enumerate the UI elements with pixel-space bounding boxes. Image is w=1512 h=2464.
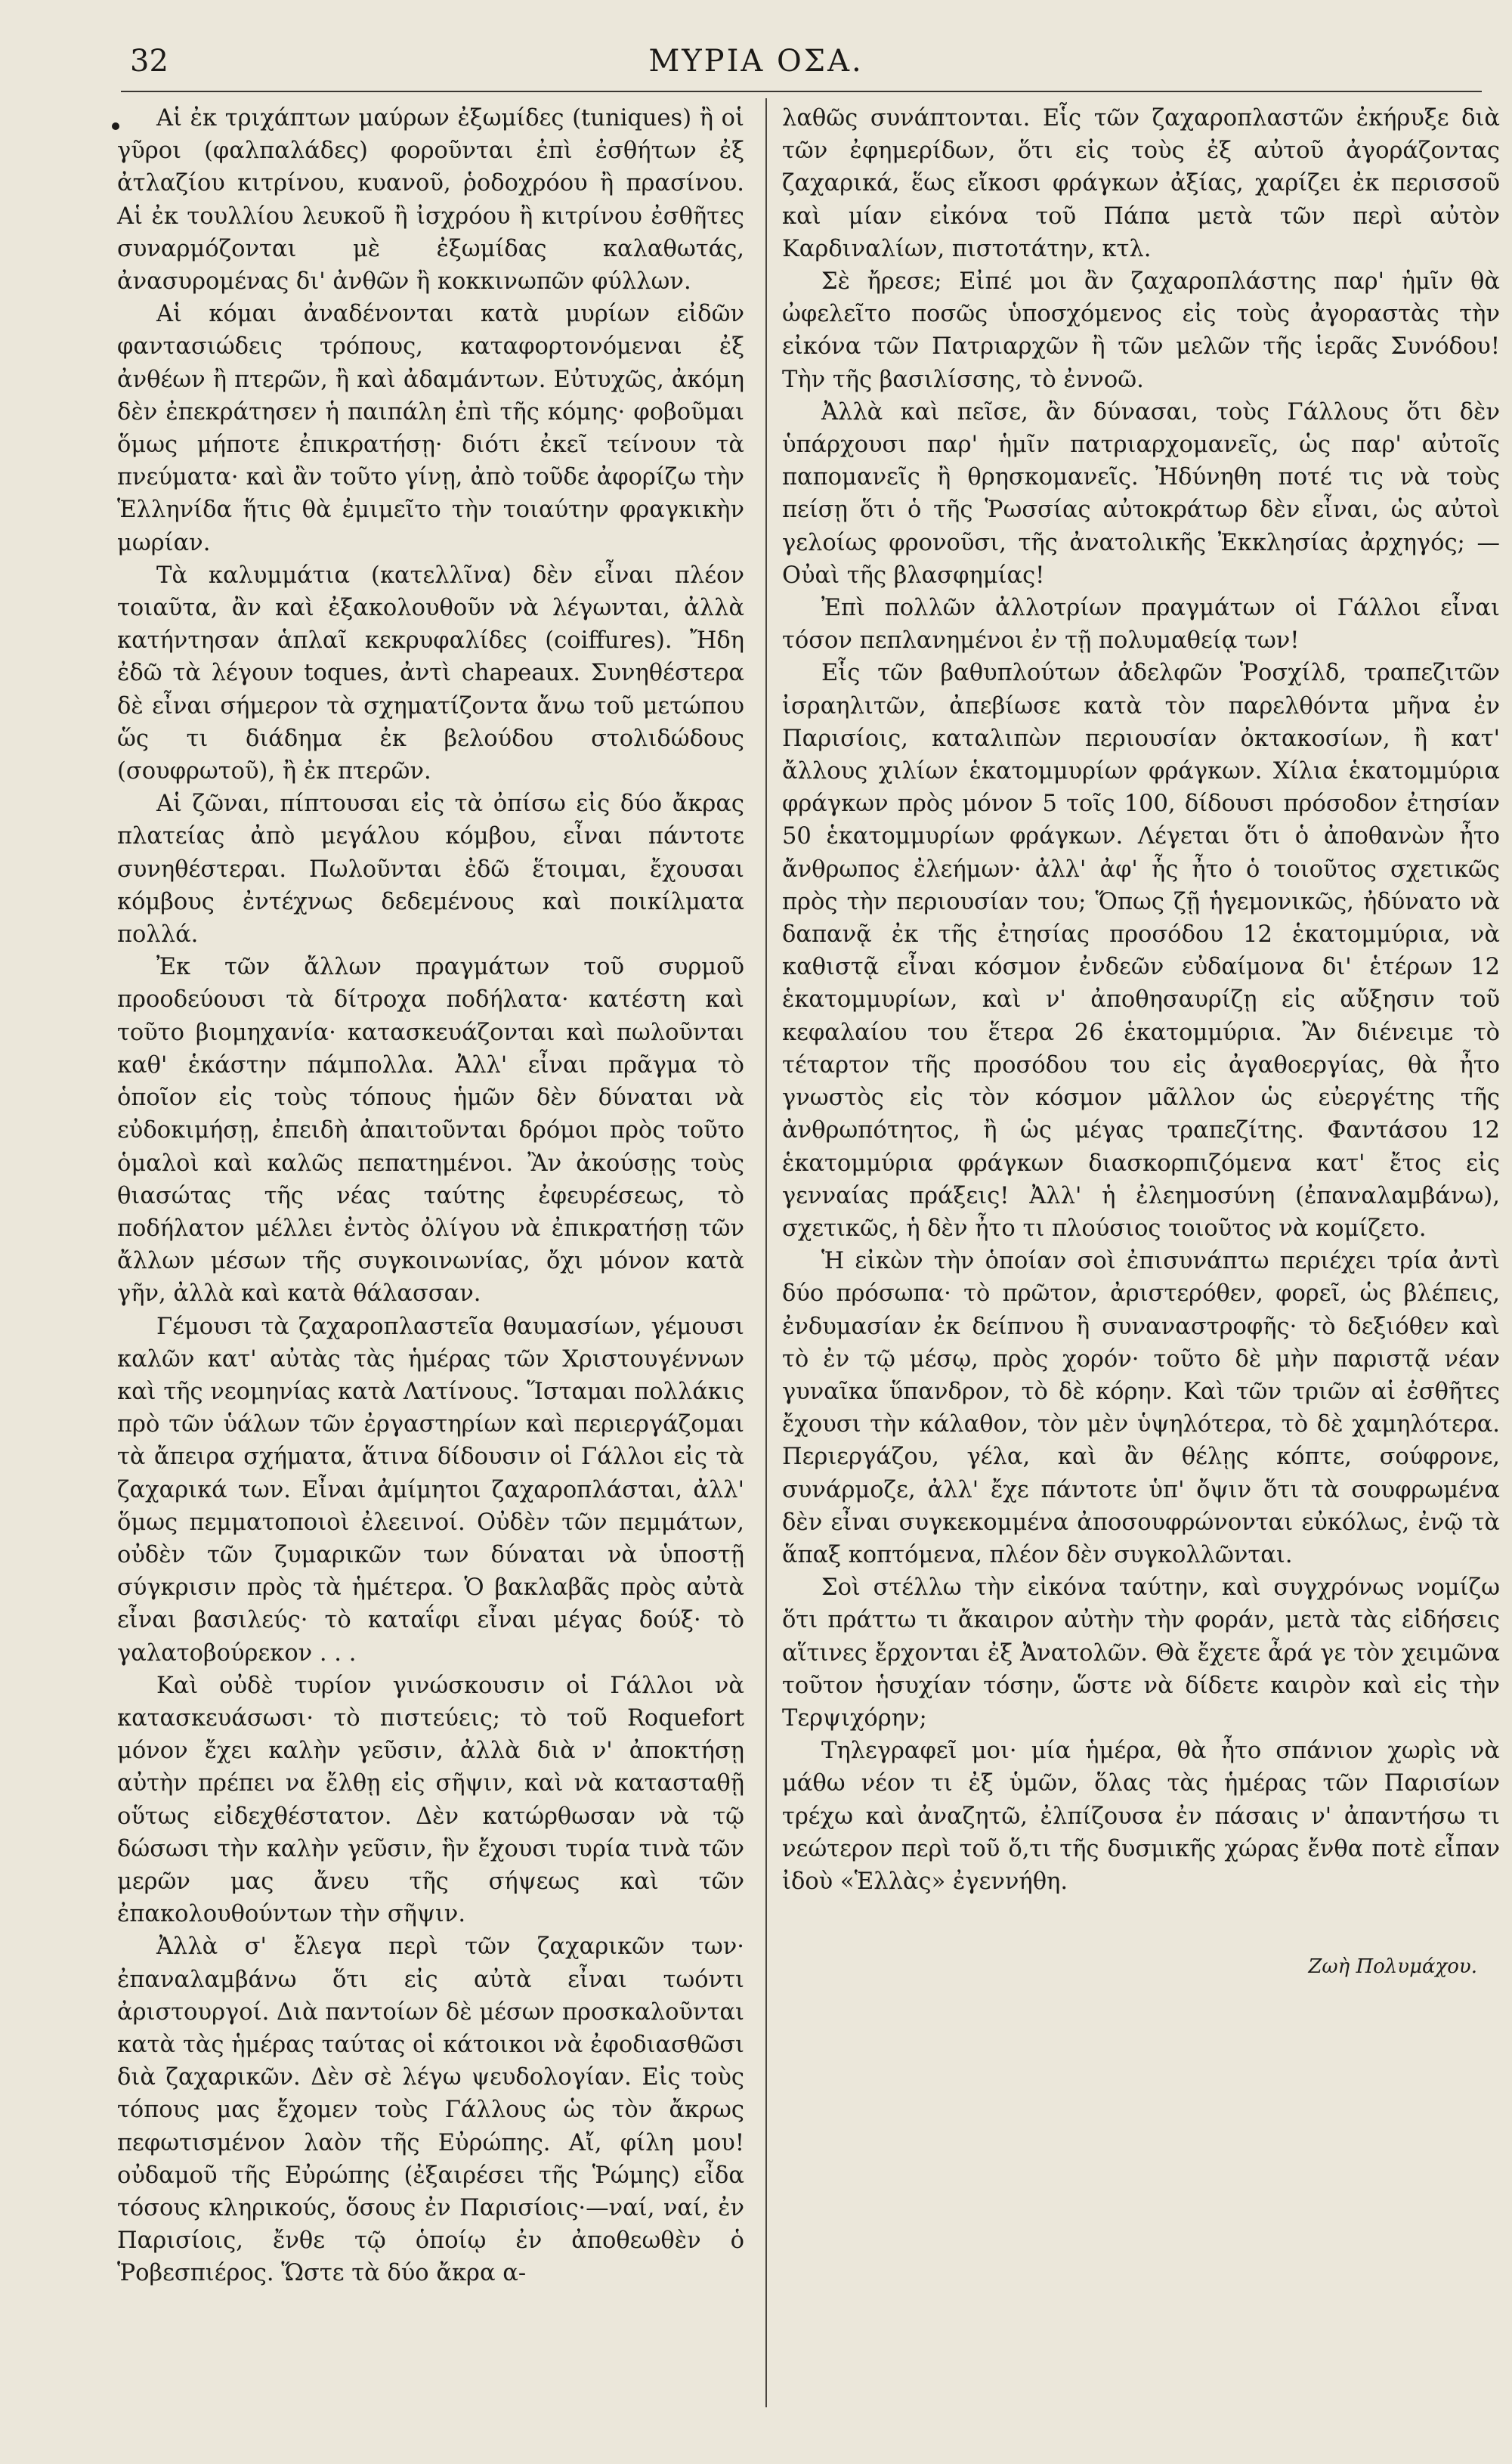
- paragraph: Καὶ οὐδὲ τυρίον γινώσκουσιν οἱ Γάλλοι νὰ κατασκευάσωσι· τὸ πιστεύεις; τὸ τοῦ Roquefort μόνον ἔχει καλὴν γεῦσιν, ἀλλὰ διὰ ν' ἀποκτήσῃ αὐτὴν πρέπει να ἔλθῃ εἰς σῆψιν, καὶ νὰ κατασταθῇ οὕτως εἰδεχθέστατον. Δὲν κατώρθωσαν νὰ τῷ δώσωσι τὴν καλὴν γεῦσιν, ἣν ἔχουσι τυρία τινὰ τῶν μερῶν μας ἄνευ τῆς σήψεως καὶ τῶν ἐπακολουθούντων τὴν σῆψιν.: [117, 1672, 744, 1928]
- left-column: [117, 102, 744, 2290]
- paragraph: Σὲ ἤρεσε; Εἰπέ μοι ἂν ζαχαροπλάστης παρ' ἡμῖν θὰ ὠφελεῖτο ποσῶς ὑποσχόμενος εἰς τοὺς ἀγοραστὰς τὴν εἰκόνα τῶν Πατριαρχῶν ἢ τῶν μελῶν τῆς ἱερᾶς Συνόδου! Τὴν τῆς βασιλίσσης, τὸ ἐννοῶ.: [782, 268, 1500, 393]
- paragraph: Ἡ εἰκὼν τὴν ὁποίαν σοὶ ἐπισυνάπτω περιέχει τρία ἀντὶ δύο πρόσωπα· τὸ πρῶτον, ἀριστερόθεν, φορεῖ, ὡς βλέπεις, ἐνδυμασίαν ἐκ δείπνου ἢ συναναστροφῆς· τὸ δεξιόθεν καὶ τὸ ἐν τῷ μέσῳ, πρὸς χορόν· τοῦτο δὲ μὴν παριστᾷ νέαν γυναῖκα ὕπανδρον, τὸ δὲ κόρην. Καὶ τῶν τριῶν αἱ ἐσθῆτες ἔχουσι τὴν κάλαθον, τὸν μὲν ὑψηλότερα, τὸ δὲ χαμηλότερα. Περιεργάζου, γέλα, καὶ ἂν θέλῃς κόπτε, σούφρονε, συνάρμοζε, ἀλλ' ἔχε πάντοτε ὑπ' ὄψιν ὅτι τὰ σουφρωμένα δὲν εἶναι συγκεκομμένα ἀποσουφρώνονται εὐκόλως, ἐνῷ τὰ ἅπαξ κοπτόμενα, πλέον δὲν συγκολλῶνται.: [782, 1248, 1500, 1568]
- paragraph: Τὰ καλυμμάτια (κατελλῖνα) δὲν εἶναι πλέον τοιαῦτα, ἂν καὶ ἐξακολουθοῦν νὰ λέγωνται, ἀλλὰ κατήντησαν ἁπλαῖ κεκρυφαλίδες (coiffures). Ἤδη ἐδῶ τὰ λέγουν toques, ἀντὶ chapeaux. Συνηθέστερα δὲ εἶναι σήμερον τὰ σχηματίζοντα ἄνω τοῦ μετώπου ὥς τι διάδημα ἐκ βελούδου στολιδώδους (σουφρωτοῦ), ἢ ἐκ πτερῶν.: [117, 562, 744, 785]
- paragraph: Σοὶ στέλλω τὴν εἰκόνα ταύτην, καὶ συγχρόνως νομίζω ὅτι πράττω τι ἄκαιρον αὐτὴν τὴν φοράν, μετὰ τὰς εἰδήσεις αἵτινες ἔρχονται ἐξ Ἀνατολῶν. Θὰ ἔχετε ἆρά γε τὸν χειμῶνα τοῦτον ἡσυχίαν τόσην, ὥστε νὰ δίδετε καιρὸν καὶ εἰς τὴν Τερψιχόρην;: [782, 1574, 1500, 1732]
- paragraph: Ἐκ τῶν ἄλλων πραγμάτων τοῦ συρμοῦ προοδεύουσι τὰ δίτροχα ποδήλατα· κατέστη καὶ τοῦτο βιομηχανία· κατασκευάζονται καὶ πωλοῦνται καθ' ἑκάστην πάμπολλα. Ἀλλ' εἶναι πρᾶγμα τὸ ὁποῖον εἰς τοὺς τόπους ἡμῶν δὲν δύναται νὰ εὐδοκιμήσῃ, ἐπειδὴ ἀπαιτοῦνται δρόμοι πρὸς τοῦτο ὁμαλοὶ καὶ καλῶς πεπατημένοι. Ἂν ἀκούσῃς τοὺς θιασώτας τῆς νέας ταύτης ἐφευρέσεως, τὸ ποδήλατον μέλλει ἐντὸς ὀλίγου νὰ ἐπικρατήσῃ τῶν ἄλλων μέσων τῆς συγκοινωνίας, ὄχι μόνον κατὰ γῆν, ἀλλὰ καὶ κατὰ θάλασσαν.: [117, 954, 744, 1308]
- right-column: [782, 102, 1500, 1983]
- paragraph: Αἱ ἐκ τριχάπτων μαύρων ἐξωμίδες (tuniques) ἢ οἱ γῦροι (φαλπαλάδες) φοροῦνται ἐπὶ ἐσθήτων ἐξ ἀτλαζίου κιτρίνου, κυανοῦ, ῥοδοχρόου ἢ πρασίνου. Αἱ ἐκ τουλλίου λευκοῦ ἢ ἰσχρόου ἢ κιτρίνου ἐσθῆτες συναρμόζονται μὲ ἐξωμίδας καλαθωτάς, ἀνασυρομένας δι' ἀνθῶν ἢ κοκκινωπῶν φύλλων.: [117, 105, 744, 296]
- paragraph: Ἀλλὰ καὶ πεῖσε, ἂν δύνασαι, τοὺς Γάλλους ὅτι δὲν ὑπάρχουσι παρ' ἡμῖν πατριαρχομανεῖς, ὡς παρ' αὐτοῖς παπομανεῖς ἢ θρησκομανεῖς. Ἠδύνηθη ποτέ τις νὰ τοὺς πείσῃ ὅτι ὁ τῆς Ῥωσσίας αὐτοκράτωρ δὲν εἶναι, ὡς αὐτοὶ γελοίως φρονοῦσι, τῆς ἀνατολικῆς Ἐκκλησίας ἀρχηγός; — Οὐαὶ τῆς βλασφημίας!: [782, 398, 1500, 589]
- header-rule: [121, 91, 1482, 92]
- author-signature: Ζωὴ Πολυμάχου.: [1308, 1955, 1477, 1979]
- paragraph: Τηλεγραφεῖ μοι· μία ἡμέρα, θὰ ἦτο σπάνιον χωρὶς νὰ μάθω νέον τι ἐξ ὑμῶν, ὅλας τὰς ἡμέρας τῶν Παρισίων τρέχω καὶ ἀναζητῶ, ἐλπίζουσα ἐν πάσαις ν' ἀπαντήσω τι νεώτερον περὶ τοῦ ὅ,τι τῆς δυσμικῆς χώρας ἔνθα ποτὲ εἶπαν ἰδοὺ «Ἑλλὰς» ἐγεννήθη.: [782, 1738, 1500, 1895]
- paragraph: λαθῶς συνάπτονται. Εἷς τῶν ζαχαροπλαστῶν ἐκήρυξε διὰ τῶν ἐφημερίδων, ὅτι εἰς τοὺς ἐξ αὐτοῦ ἀγοράζοντας ζαχαρικά, ἕως εἴκοσι φράγκων ἀξίας, χαρίζει ἐκ περισσοῦ καὶ μίαν εἰκόνα τοῦ Πάπα μετὰ τῶν περὶ αὐτὸν Καρδιναλίων, πιστοτάτην, κτλ.: [782, 105, 1500, 262]
- page-header: [0, 39, 1512, 92]
- paragraph: Εἷς τῶν βαθυπλούτων ἀδελφῶν Ῥοσχίλδ, τραπεζιτῶν ἰσραηλιτῶν, ἀπεβίωσε κατὰ τὸν παρελθόντα μῆνα ἐν Παρισίοις, καταλιπὼν περιουσίαν ὀκτακοσίων, ἢ κατ' ἄλλους χιλίων ἑκατομμυρίων φράγκων. Χίλια ἑκατομμύρια φράγκων πρὸς μόνον 5 τοῖς 100, δίδουσι πρόσοδον ἐτησίαν 50 ἑκατομμυρίων φράγκων. Λέγεται ὅτι ὁ ἀποθανὼν ἦτο ἄνθρωπος ἐλεήμων· ἀλλ' ἀφ' ἧς ἦτο ὁ τοιοῦτος σχετικῶς πρὸς τὴν περιουσίαν του; Ὅπως ζῇ ἡγεμονικῶς, ἠδύνατο νὰ δαπανᾷ ἐκ τῆς ἐτησίας προσόδου 12 ἑκατομμύρια, νὰ καθιστᾷ εἶναι κόσμον ἐνδεῶν εὐδαίμονα δι' ἑτέρων 12 ἑκατομμυρίων, καὶ ν' ἀποθησαυρίζῃ εἰς αὔξησιν τοῦ κεφαλαίου του ἕτερα 26 ἑκατομμύρια. Ἂν διένειμε τὸ τέταρτον τῆς προσόδου του εἰς ἀγαθοεργίας, θὰ ἦτο γνωστὸς εἰς τὸν κόσμον μᾶλλον ὡς εὐεργέτης τῆς ἀνθρωπότητος, ἢ ὡς μέγας τραπεζίτης. Φαντάσου 12 ἑκατομμύρια φράγκων διασκορπιζόμενα κατ' ἔτος εἰς γενναίας πράξεις! Ἀλλ' ἡ ἐλεημοσύνη (ἐπαναλαμβάνω), σχετικῶς, ἡ δὲν ἦτο τι πλούσιος τοιοῦτος νὰ κομίζετο.: [782, 660, 1500, 1242]
- column-divider: [765, 98, 767, 2407]
- paragraph: Αἱ ζῶναι, πίπτουσαι εἰς τὰ ὀπίσω εἰς δύο ἄκρας πλατείας ἀπὸ μεγάλου κόμβου, εἶναι πάντοτε συνηθέστεραι. Πωλοῦνται ἐδῶ ἕτοιμαι, ἔχουσαι κόμβους ἐντέχνως δεδεμένους καὶ ποικίλματα πολλά.: [117, 791, 744, 949]
- paragraph: Ἐπὶ πολλῶν ἀλλοτρίων πραγμάτων οἱ Γάλλοι εἶναι τόσον πεπλανημένοι ἐν τῇ πολυμαθείᾳ των!: [782, 595, 1500, 655]
- paragraph: Γέμουσι τὰ ζαχαροπλαστεῖα θαυμασίων, γέμουσι καλῶν κατ' αὐτὰς τὰς ἡμέρας τῶν Χριστουγέννων καὶ τῆς νεομηνίας κατὰ Λατίνους. Ἵσταμαι πολλάκις πρὸ τῶν ὑάλων τῶν ἐργαστηρίων καὶ περιεργάζομαι τὰ ἄπειρα σχήματα, ἅτινα δίδουσιν οἱ Γάλλοι εἰς τὰ ζαχαρικά των. Εἶναι ἀμίμητοι ζαχαροπλάσται, ἀλλ' ὅμως πεμματοποιοὶ ἐλεεινοί. Οὐδὲν τῶν πεμμάτων, οὐδὲν τῶν ζυμαρικῶν των δύναται νὰ ὑποστῇ σύγκρισιν πρὸς τὰ ἡμέτερα. Ὁ βακλαβᾶς πρὸς αὐτὰ εἶναι βασιλεύς· τὸ καταΐφι εἶναι μέγας δούξ· τὸ γαλατοβούρεκον . . .: [117, 1313, 744, 1667]
- running-title: ΜΥΡΙΑ ΟΣΑ.: [648, 44, 864, 79]
- page-number: 32: [130, 44, 169, 79]
- paragraph: Ἀλλὰ σ' ἔλεγα περὶ τῶν ζαχαρικῶν των· ἐπαναλαμβάνω ὅτι εἰς αὐτὰ εἶναι τωόντι ἀριστουργοί. Διὰ παντοίων δὲ μέσων προσκαλοῦνται κατὰ τὰς ἡμέρας ταύτας οἱ κάτοικοι νὰ ἐφοδιασθῶσι διὰ ζαχαρικῶν. Δὲν σὲ λέγω ψευδολογίαν. Εἰς τοὺς τόπους μας ἔχομεν τοὺς Γάλλους ὡς τὸν ἄκρως πεφωτισμένον λαὸν τῆς Εὐρώπης. Αἴ, φίλη μου! οὐδαμοῦ τῆς Εὐρώπης (ἐξαιρέσει τῆς Ῥώμης) εἶδα τόσους κληρικούς, ὅσους ἐν Παρισίοις·—ναί, ναί, ἐν Παρισίοις, ἔνθε τῷ ὁποίῳ ἐν ἀποθεωθὲν ὁ Ῥοβεσπιέρος. Ὥστε τὰ δύο ἄκρα α-: [117, 1933, 744, 2287]
- paragraph: Αἱ κόμαι ἀναδένονται κατὰ μυρίων εἰδῶν φαντασιώδεις τρόπους, καταφορτονόμεναι ἐξ ἀνθέων ἢ πτερῶν, ἢ καὶ ἀδαμάντων. Εὐτυχῶς, ἀκόμη δὲν ἐπεκράτησεν ἡ παιπάλη ἐπὶ τῆς κόμης· φοβοῦμαι ὅμως μήποτε ἐπικρατήσῃ· διότι ἐκεῖ τείνουν τὰ πνεύματα· καὶ ἂν τοῦτο γίνῃ, ἀπὸ τοῦδε ἀφορίζω τὴν Ἑλληνίδα ἥτις θὰ ἐμιμεῖτο τὴν τοιαύτην φραγκικὴν μωρίαν.: [117, 301, 744, 556]
